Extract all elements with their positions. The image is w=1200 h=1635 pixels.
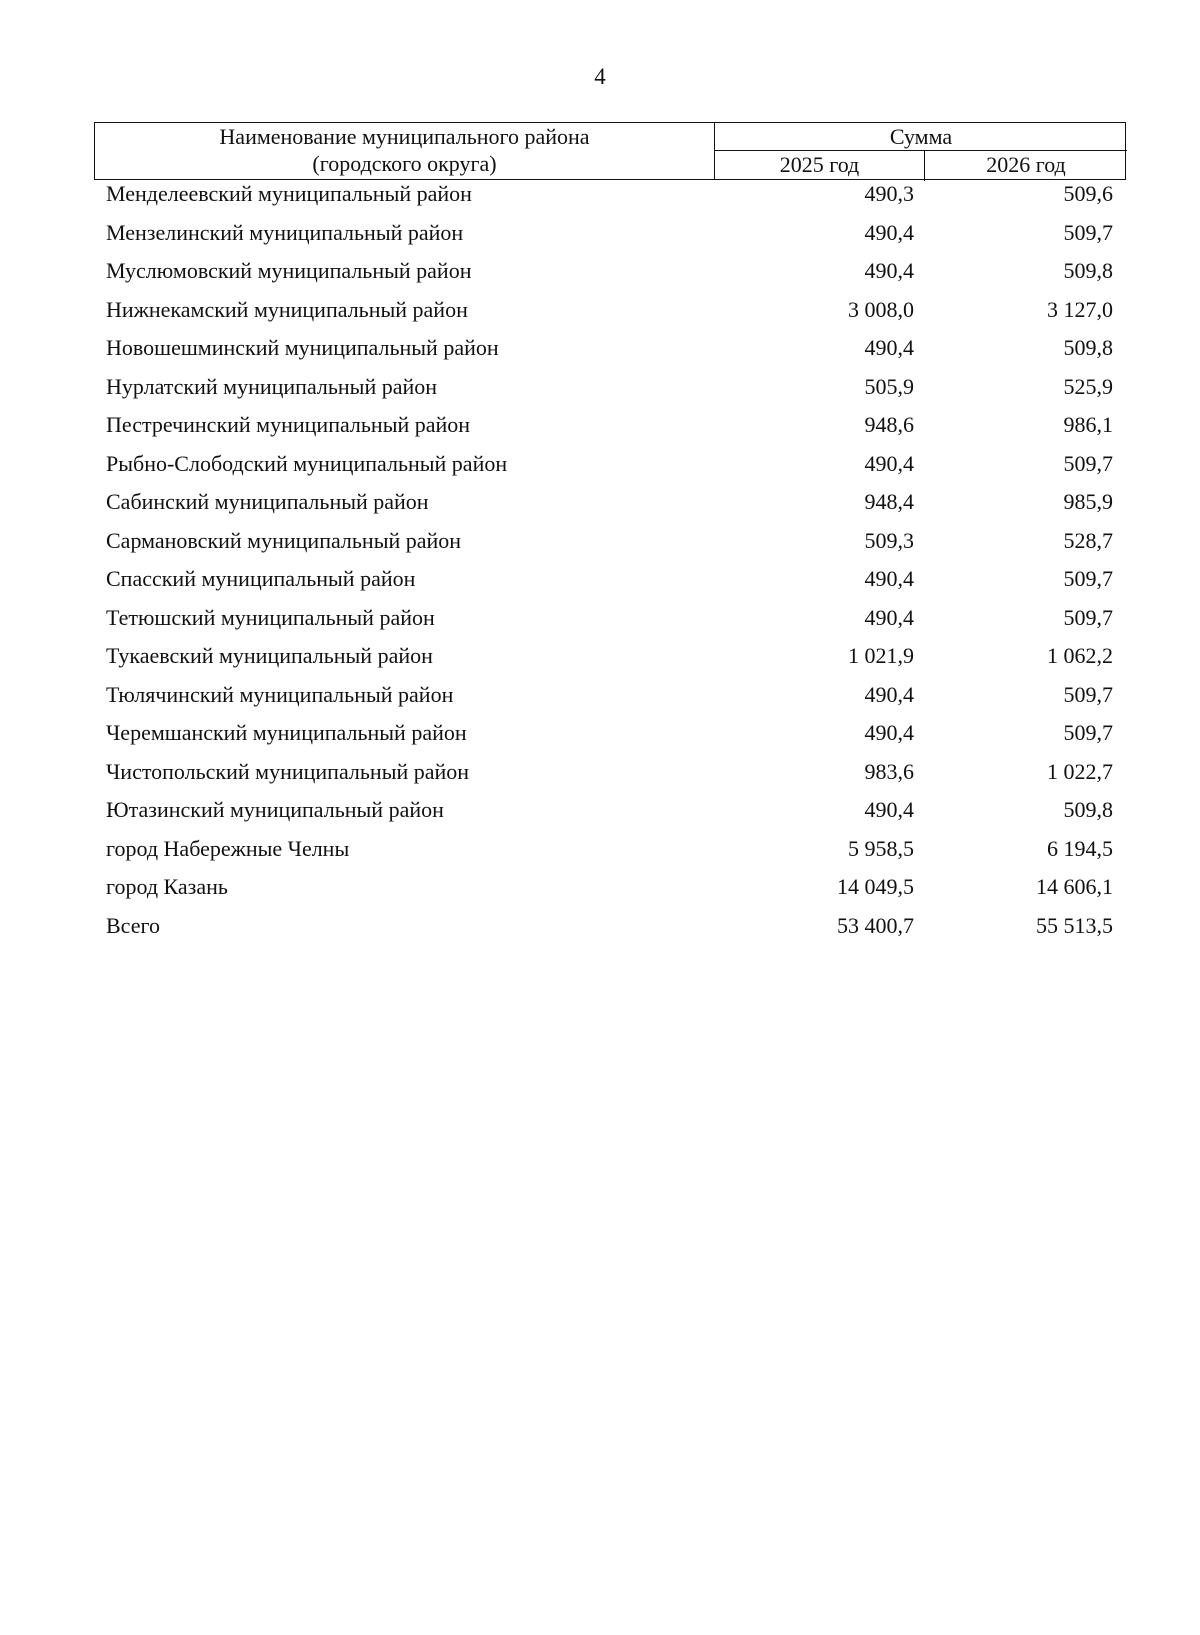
- table-row: [0, 717, 1200, 756]
- row-name: Нурлатский муниципальный район: [106, 373, 438, 399]
- row-value-2025: 505,9: [864, 373, 914, 399]
- row-value-2025: 490,4: [864, 566, 914, 591]
- row-name: Всего: [106, 912, 160, 938]
- table-row: [0, 217, 1200, 256]
- row-value-2026: 55 513,5: [1036, 912, 1113, 938]
- row-name: город Набережные Челны: [106, 835, 350, 861]
- row-value-2026: 509,7: [1063, 720, 1113, 745]
- row-value-2025: 1 021,9: [848, 643, 914, 668]
- row-name: Сармановский муниципальный район: [106, 527, 462, 553]
- row-name: Тюлячинский муниципальный район: [106, 681, 454, 707]
- row-value-2026: 509,8: [1063, 335, 1113, 360]
- column-header-name: [95, 123, 715, 179]
- column-header-sum: Сумма: [715, 123, 1127, 151]
- row-value-2026: 986,1: [1063, 412, 1113, 437]
- row-name: Пестречинский муниципальный район: [106, 412, 471, 437]
- row-name: Новошешминский муниципальный район: [106, 335, 499, 360]
- table-row: [0, 871, 1200, 910]
- table-row: [0, 294, 1200, 333]
- row-value-2026: 985,9: [1063, 489, 1113, 514]
- row-value-2026: 509,7: [1063, 450, 1113, 476]
- row-value-2026: 525,9: [1063, 373, 1113, 399]
- table-row: [0, 602, 1200, 641]
- row-value-2026: 509,6: [1063, 181, 1113, 206]
- row-name: Тукаевский муниципальный район: [106, 643, 433, 668]
- column-header-2025: 2025 год: [715, 151, 925, 181]
- row-name: Черемшанский муниципальный район: [106, 720, 467, 745]
- row-value-2026: 1 022,7: [1047, 758, 1113, 784]
- table-row: [0, 679, 1200, 718]
- row-value-2025: 490,4: [864, 335, 914, 360]
- row-value-2026: 14 606,1: [1036, 874, 1113, 899]
- row-value-2026: 509,7: [1063, 681, 1113, 707]
- column-header-name-line1: Наименование муниципального района: [219, 124, 590, 149]
- row-value-2025: 490,4: [864, 797, 914, 822]
- row-value-2025: 948,4: [864, 489, 914, 514]
- row-value-2025: 490,4: [864, 219, 914, 245]
- row-value-2025: 509,3: [864, 527, 914, 553]
- table-body: [0, 178, 1200, 948]
- table-row: [0, 332, 1200, 371]
- row-value-2025: 14 049,5: [837, 874, 914, 899]
- row-name: Тетюшский муниципальный район: [106, 604, 435, 630]
- row-name: Муслюмовский муниципальный район: [106, 258, 472, 283]
- table-row: [0, 371, 1200, 410]
- table-row: [0, 409, 1200, 448]
- row-name: Чистопольский муниципальный район: [106, 758, 470, 784]
- row-value-2025: 53 400,7: [837, 912, 914, 938]
- row-value-2025: 3 008,0: [848, 296, 914, 322]
- row-value-2025: 490,3: [864, 181, 914, 206]
- row-name: Спасский муниципальный район: [106, 566, 416, 591]
- row-value-2025: 490,4: [864, 258, 914, 283]
- table-row: [0, 756, 1200, 795]
- table-row: [0, 563, 1200, 602]
- row-name: Рыбно-Слободский муниципальный район: [106, 450, 508, 476]
- table-row: [0, 255, 1200, 294]
- row-value-2025: 490,4: [864, 720, 914, 745]
- row-name: город Казань: [106, 874, 228, 899]
- row-value-2026: 509,7: [1063, 604, 1113, 630]
- column-header-name-line2: (городского округа): [312, 151, 497, 176]
- table-row: [0, 525, 1200, 564]
- table-row: [0, 833, 1200, 872]
- row-value-2026: 3 127,0: [1047, 296, 1113, 322]
- row-value-2026: 1 062,2: [1047, 643, 1113, 668]
- row-value-2026: 528,7: [1063, 527, 1113, 553]
- row-value-2026: 509,8: [1063, 258, 1113, 283]
- row-value-2026: 509,7: [1063, 219, 1113, 245]
- total-row: [0, 910, 1200, 949]
- row-name: Ютазинский муниципальный район: [106, 797, 444, 822]
- column-header-2026: 2026 год: [986, 152, 1066, 177]
- row-value-2026: 6 194,5: [1047, 835, 1113, 861]
- row-name: Мензелинский муниципальный район: [106, 219, 464, 245]
- row-name: Нижнекамский муниципальный район: [106, 296, 468, 322]
- table-row: [0, 448, 1200, 487]
- row-value-2025: 948,6: [864, 412, 914, 437]
- row-value-2026: 509,8: [1063, 797, 1113, 822]
- table-row: [0, 640, 1200, 679]
- table-header: [94, 122, 1126, 180]
- row-value-2026: 509,7: [1063, 566, 1113, 591]
- page-number: 4: [594, 64, 606, 89]
- row-name: Менделеевский муниципальный район: [106, 181, 472, 206]
- table-row: [0, 486, 1200, 525]
- row-value-2025: 490,4: [864, 604, 914, 630]
- row-value-2025: 490,4: [864, 450, 914, 476]
- row-value-2025: 983,6: [864, 758, 914, 784]
- table-row: [0, 178, 1200, 217]
- row-value-2025: 490,4: [864, 681, 914, 707]
- row-name: Сабинский муниципальный район: [106, 489, 429, 514]
- row-value-2025: 5 958,5: [848, 835, 914, 861]
- table-row: [0, 794, 1200, 833]
